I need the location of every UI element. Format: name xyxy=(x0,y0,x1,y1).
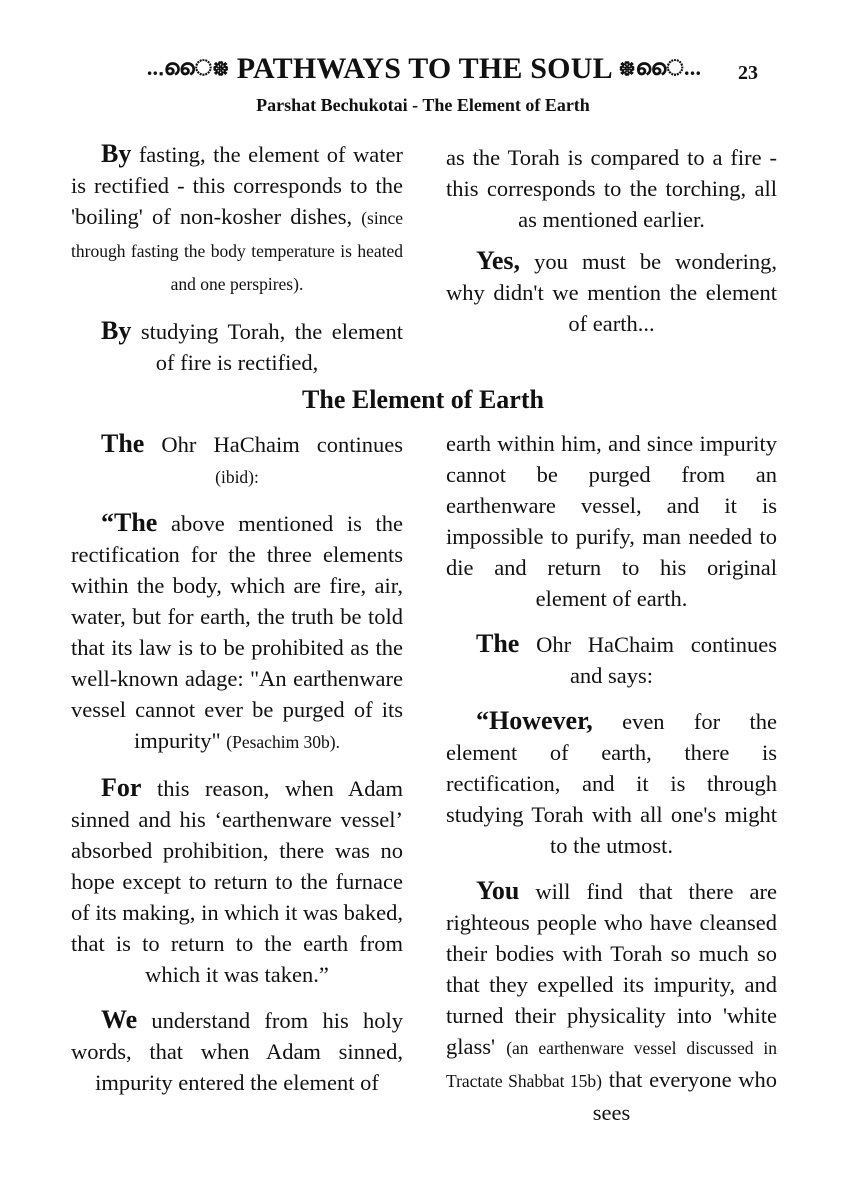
top-left-column xyxy=(71,138,403,378)
paragraph xyxy=(446,142,777,235)
page-header xyxy=(0,52,846,92)
paragraph xyxy=(71,138,403,300)
paragraph xyxy=(71,1004,403,1098)
paragraph-text: this reason, when Adam sinned and his ‘earthenware vessel’ absorbed prohibition, there was no hope except to return to the furnace of its making, in which it was baked, that is to return to the earth from which it was taken.” xyxy=(71,776,403,987)
paragraph-text: studying Torah, the element of fire is rectified, xyxy=(131,319,403,375)
paragraph-note: (an earthenware vessel discussed in Tractate Shabbat 15b) xyxy=(446,1038,777,1091)
lead-word: You xyxy=(476,876,520,905)
paragraph xyxy=(71,428,403,493)
section-heading: The Element of Earth xyxy=(302,385,544,414)
lead-word: “However, xyxy=(476,706,593,735)
bottom-left-column xyxy=(71,428,403,1098)
paragraph-text: even for the element of earth, there is rectification, and it is through studying Torah with all one's might to the utmost. xyxy=(446,709,777,858)
paragraph xyxy=(71,507,403,758)
chapter-subtitle: Parshat Bechukotai - The Element of Earth xyxy=(256,95,590,115)
paragraph-note: (ibid): xyxy=(215,467,259,487)
paragraph-note: (since through fasting the body temperature is heated and one perspires). xyxy=(71,208,403,294)
book-title xyxy=(132,52,716,87)
bottom-right-column xyxy=(446,428,777,1128)
paragraph-note: (Pesachim 30b). xyxy=(226,732,341,752)
lead-word: The xyxy=(476,629,520,658)
top-right-column xyxy=(446,142,777,339)
paragraph xyxy=(446,875,777,1128)
book-title-text: PATHWAYS TO THE SOUL xyxy=(236,52,612,85)
lead-word: We xyxy=(101,1005,138,1034)
lead-word: “The xyxy=(101,508,158,537)
paragraph-text: Ohr HaChaim continues xyxy=(144,432,403,457)
paragraph-text: you must be wondering, why didn't we mention the element of earth... xyxy=(446,249,777,336)
ornament-left-icon: ...ൈ᪥ xyxy=(146,55,229,80)
lead-word: By xyxy=(101,139,132,168)
paragraph-text: understand from his holy words, that when Adam sinned, impurity entered the element of xyxy=(71,1008,403,1095)
paragraph xyxy=(446,628,777,691)
paragraph-text: earth within him, and since impurity cannot be purged from an earthenware vessel, and it is impossible to purify, man needed to die and return to his original element of earth. xyxy=(446,431,777,611)
paragraph-text: above mentioned is the rectification for the three elements within the body, which are fire, air, water, but for earth, the truth be told that its law is to be prohibited as the well-known adage: "An earthenware vessel cannot ever be purged of its impurity" xyxy=(71,511,403,753)
paragraph-text: as the Torah is compared to a fire - this corresponds to the torching, all as mentioned earlier. xyxy=(446,145,777,232)
page-number: 23 xyxy=(738,62,758,84)
paragraph-text: Ohr HaChaim continues and says: xyxy=(519,632,777,688)
paragraph-text: will find that there are righteous people who have cleansed their bodies with Torah so much so that they expelled its impurity, and turned their physicality into 'white glass' xyxy=(446,879,777,1059)
paragraph-text: that everyone who sees xyxy=(592,1067,777,1125)
lead-word: For xyxy=(101,773,142,802)
paragraph xyxy=(71,315,403,378)
lead-word: The xyxy=(101,429,145,458)
paragraph xyxy=(71,772,403,990)
ornament-right-icon: ᪥ൈ... xyxy=(618,55,702,80)
paragraph xyxy=(446,428,777,614)
paragraph xyxy=(446,705,777,861)
lead-word: By xyxy=(101,316,132,345)
paragraph xyxy=(446,245,777,339)
paragraph-text: fasting, the element of water is rectified - this corresponds to the 'boiling' of non-kosher dishes, xyxy=(71,142,403,229)
lead-word: Yes, xyxy=(476,246,521,275)
